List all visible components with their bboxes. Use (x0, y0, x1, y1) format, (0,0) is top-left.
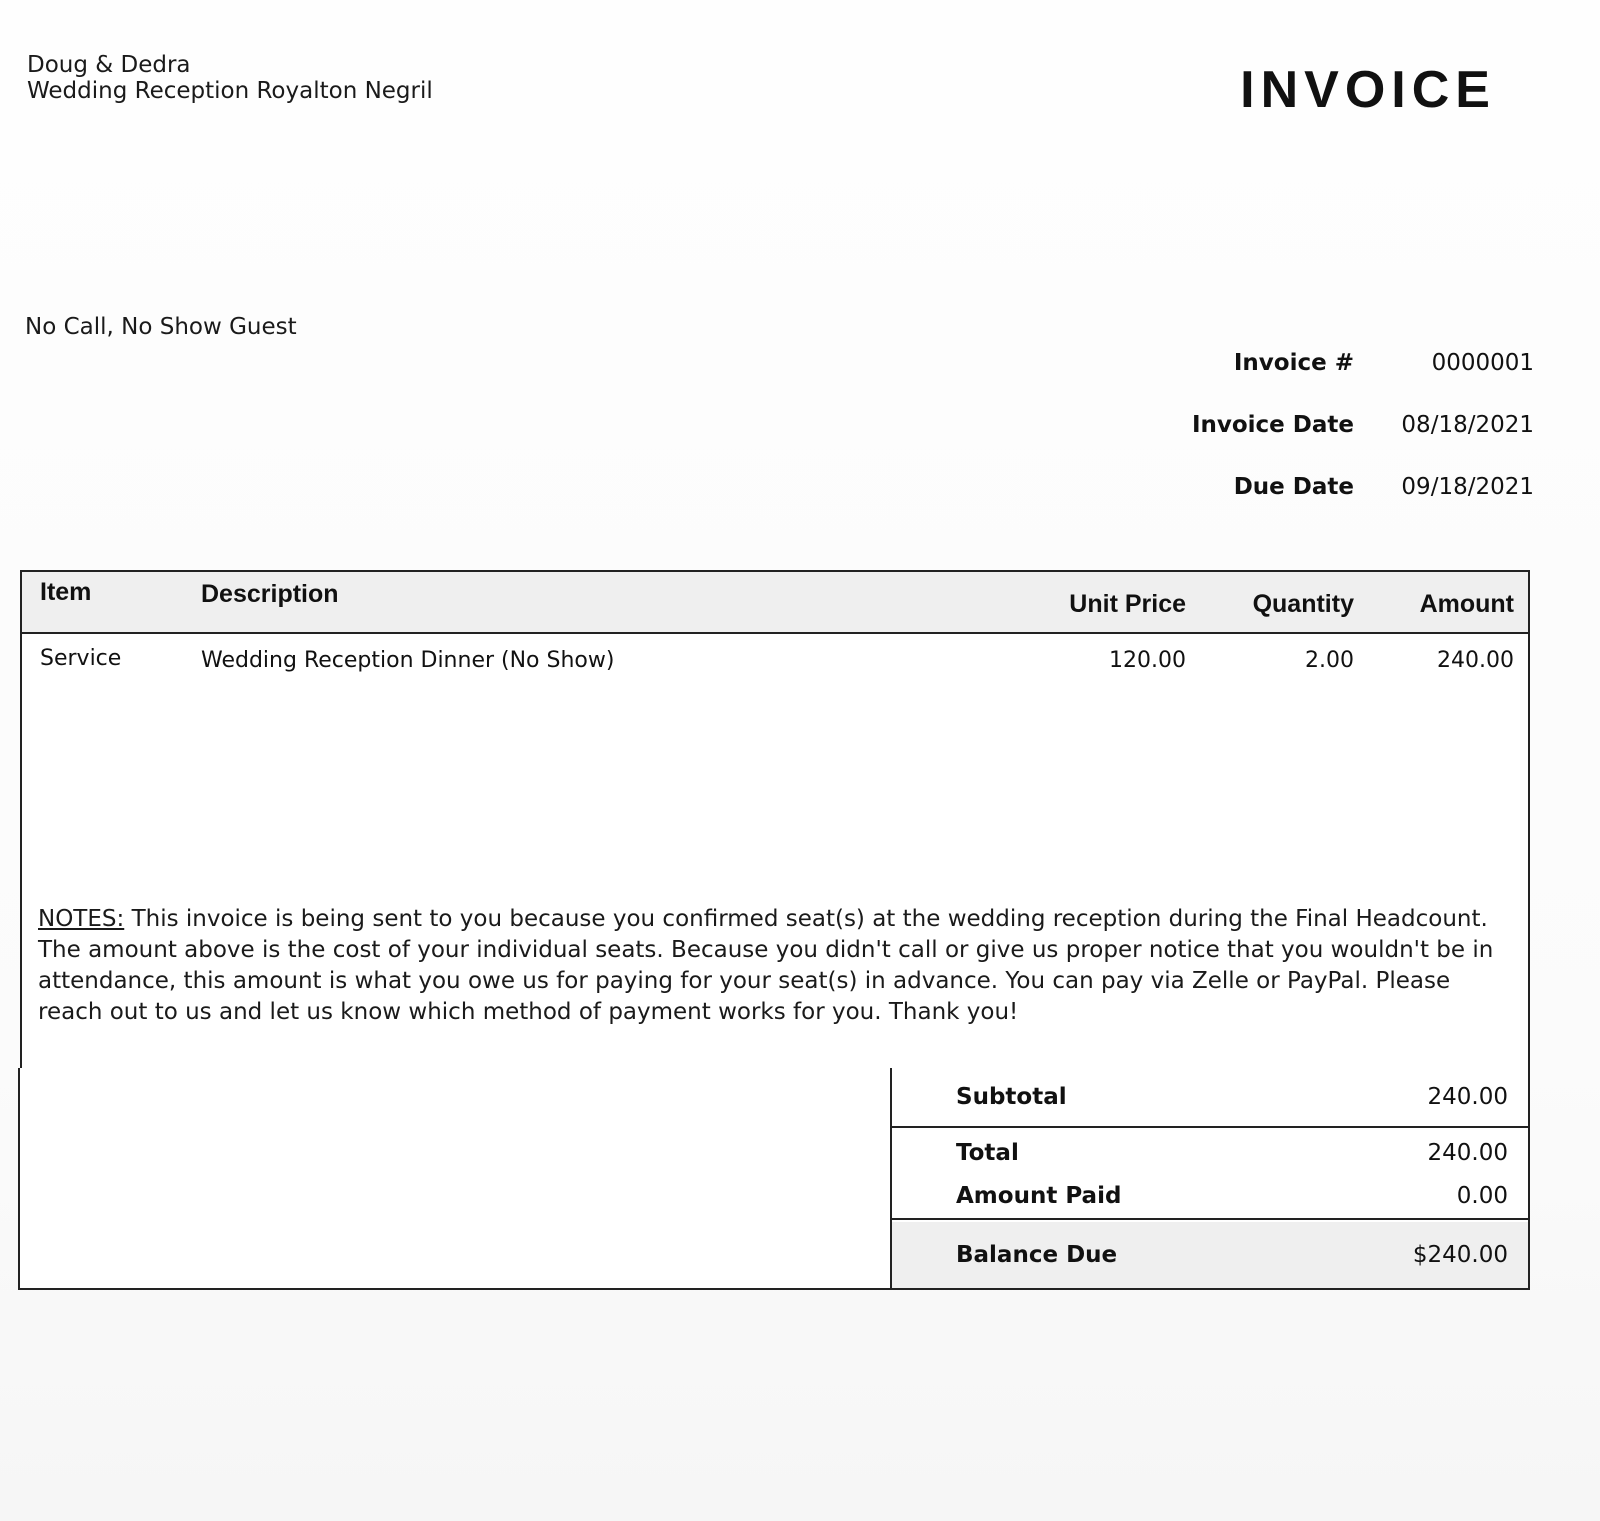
subtotal-label: Subtotal (956, 1084, 1067, 1110)
balance-due-label: Balance Due (956, 1242, 1118, 1268)
totals-panel (890, 1068, 1528, 1288)
subtotal-value: 240.00 (1427, 1084, 1508, 1110)
header-amount: Amount (1419, 590, 1514, 618)
balance-due-row (892, 1222, 1528, 1288)
notes (38, 904, 1512, 1028)
total-value: 240.00 (1427, 1140, 1508, 1166)
invoice-date-value: 08/18/2021 (1401, 412, 1534, 438)
line-items-table (20, 570, 1530, 1070)
invoice-meta (1094, 350, 1534, 536)
row-quantity: 2.00 (1305, 648, 1354, 673)
bill-to: No Call, No Show Guest (25, 314, 297, 340)
header-item: Item (40, 578, 92, 606)
balance-due-value: $240.00 (1412, 1242, 1508, 1268)
row-item: Service (40, 646, 122, 671)
notes-text: This invoice is being sent to you because you confirmed seat(s) at the wedding reception during the Final Headcount. The amount above is the cost of your individual seats. Because you didn't call or give us proper notice that you wouldn't be in attendance, this amount is what you owe us for paying for your seat(s) in advance. You can pay via Zelle or PayPal. Please reach out to us and let us know which method of payment works for you. Thank you! (38, 906, 1494, 1025)
document-title: INVOICE (1240, 61, 1496, 119)
due-date-value: 09/18/2021 (1401, 474, 1534, 500)
sender-block (27, 52, 433, 104)
due-date-row (1094, 474, 1534, 536)
header-unit-price: Unit Price (1069, 590, 1186, 618)
header-description: Description (201, 580, 339, 608)
row-description: Wedding Reception Dinner (No Show) (201, 648, 615, 673)
invoice-number-row (1094, 350, 1534, 412)
row-unit-price: 120.00 (1109, 648, 1186, 673)
invoice-date-label: Invoice Date (1191, 412, 1354, 438)
invoice-date-row (1094, 412, 1534, 474)
header-quantity: Quantity (1252, 590, 1354, 618)
sender-name: Doug & Dedra (27, 52, 191, 78)
amount-paid-label: Amount Paid (956, 1183, 1122, 1209)
table-row (22, 634, 1528, 694)
total-row (892, 1130, 1528, 1176)
amount-paid-value: 0.00 (1456, 1183, 1508, 1209)
due-date-label: Due Date (1233, 474, 1354, 500)
notes-label: NOTES: (38, 906, 125, 932)
row-amount: 240.00 (1437, 648, 1514, 673)
invoice-number-label: Invoice # (1233, 350, 1354, 376)
subtotal-row (892, 1068, 1528, 1128)
amount-paid-row (892, 1174, 1528, 1220)
sender-event: Wedding Reception Royalton Negril (27, 78, 433, 104)
invoice-number-value: 0000001 (1431, 350, 1534, 376)
table-header (22, 572, 1528, 634)
total-label: Total (956, 1140, 1019, 1166)
totals-box (18, 1068, 1530, 1290)
